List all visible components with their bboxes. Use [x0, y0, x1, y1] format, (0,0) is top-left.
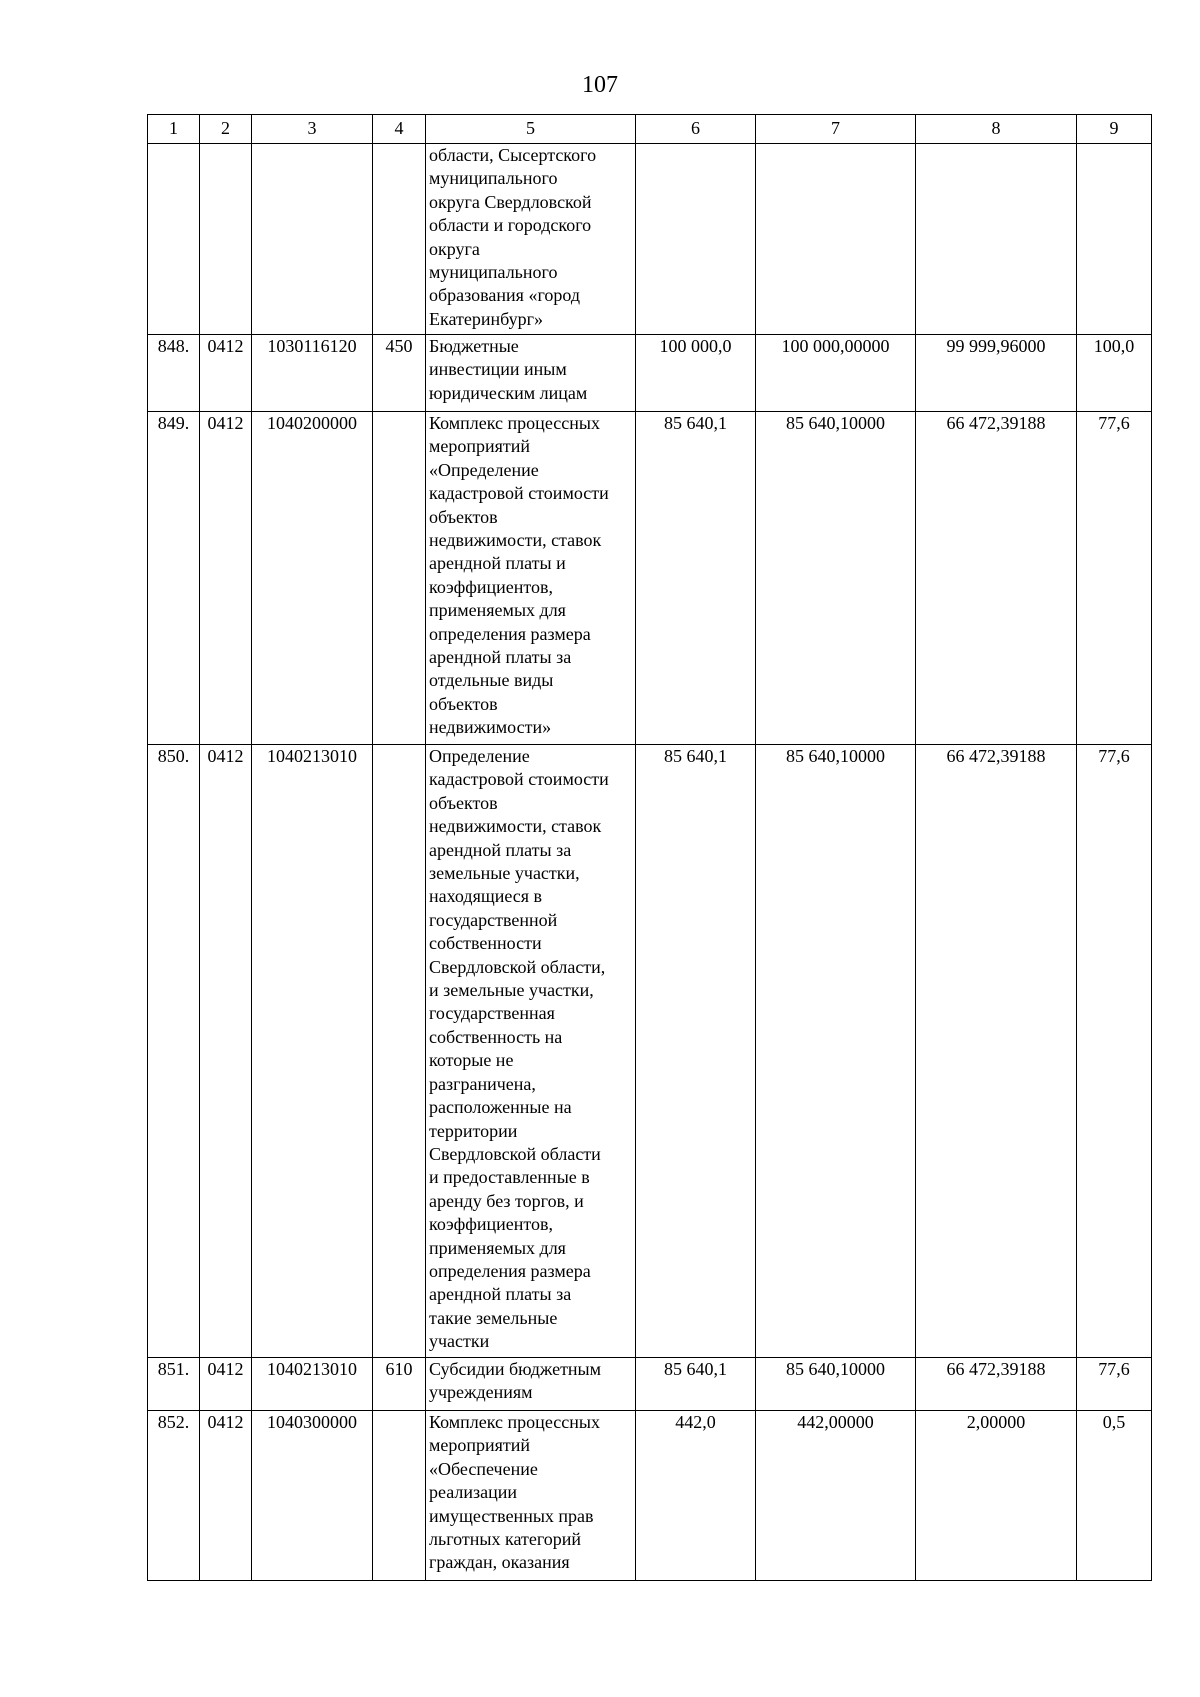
section-code: 0412 [200, 335, 252, 412]
header-row [148, 115, 1152, 144]
header-cell: 3 [252, 115, 373, 144]
target-code: 1030116120 [252, 335, 373, 412]
table-cell [426, 1411, 636, 1581]
planned-amount: 100 000,0 [636, 335, 756, 412]
header-cell: 7 [756, 115, 916, 144]
planned-amount: 442,0 [636, 1411, 756, 1581]
table-cell [756, 144, 916, 335]
header-cell: 9 [1077, 115, 1152, 144]
table-cell [426, 412, 636, 745]
item-name: Определение кадастровой стоимости объектов недвижимости, ставок арендной платы за земельные участки, находящиеся в государственной собственности Свердловской области, и земельные участки, государственная собственность на которые не разграничена, расположенные на территории Свердловской области и предоставленные в аренду без торгов, и коэффициентов, применяемых для определения размера арендной платы за такие земельные участки [429, 746, 609, 1352]
approved-amount: 442,00000 [756, 1411, 916, 1581]
table-cell [426, 144, 636, 335]
table-cell [148, 144, 200, 335]
row-number: 852. [148, 1411, 200, 1581]
target-code: 1040300000 [252, 1411, 373, 1581]
approved-amount: 85 640,10000 [756, 412, 916, 745]
page-number: 107 [582, 72, 618, 98]
planned-amount: 85 640,1 [636, 412, 756, 745]
target-code: 1040213010 [252, 1358, 373, 1411]
approved-amount: 85 640,10000 [756, 745, 916, 1358]
execution-percent: 77,6 [1077, 745, 1152, 1358]
table-cell [200, 144, 252, 335]
expense-type [373, 1411, 426, 1581]
target-code: 1040213010 [252, 745, 373, 1358]
section-code: 0412 [200, 1411, 252, 1581]
execution-percent: 100,0 [1077, 335, 1152, 412]
table-cell [252, 144, 373, 335]
table-cell [426, 1358, 636, 1411]
table-cell [426, 745, 636, 1358]
item-name: Бюджетные инвестиции иным юридическим лицам [429, 336, 588, 403]
table-cell [426, 335, 636, 412]
executed-amount: 66 472,39188 [916, 412, 1077, 745]
row-number: 850. [148, 745, 200, 1358]
header-cell: 8 [916, 115, 1077, 144]
execution-percent: 0,5 [1077, 1411, 1152, 1581]
header-cell: 1 [148, 115, 200, 144]
section-code: 0412 [200, 745, 252, 1358]
row-number: 851. [148, 1358, 200, 1411]
table-cell [1077, 144, 1152, 335]
table-cell [373, 144, 426, 335]
expense-type: 450 [373, 335, 426, 412]
approved-amount: 85 640,10000 [756, 1358, 916, 1411]
table-cell [916, 144, 1077, 335]
continuation-row [148, 144, 1152, 335]
header-cell: 2 [200, 115, 252, 144]
executed-amount: 66 472,39188 [916, 745, 1077, 1358]
section-code: 0412 [200, 412, 252, 745]
table-cell [636, 144, 756, 335]
table-row [148, 335, 1152, 412]
executed-amount: 66 472,39188 [916, 1358, 1077, 1411]
header-cell: 5 [426, 115, 636, 144]
target-code: 1040200000 [252, 412, 373, 745]
table-row [148, 412, 1152, 745]
executed-amount: 2,00000 [916, 1411, 1077, 1581]
item-name: Комплекс процессных мероприятий «Обеспечение реализации имущественных прав льготных категорий граждан, оказания [429, 1412, 600, 1573]
expense-type [373, 745, 426, 1358]
budget-table [147, 114, 1152, 1581]
table-row [148, 1411, 1152, 1581]
expense-type: 610 [373, 1358, 426, 1411]
row-number: 849. [148, 412, 200, 745]
item-name: Комплекс процессных мероприятий «Определение кадастровой стоимости объектов недвижимости, ставок арендной платы и коэффициентов, применяемых для определения размера арендной платы за отдельные виды объектов недвижимости» [429, 413, 609, 738]
approved-amount: 100 000,00000 [756, 335, 916, 412]
table-row [148, 745, 1152, 1358]
planned-amount: 85 640,1 [636, 745, 756, 1358]
section-code: 0412 [200, 1358, 252, 1411]
item-name: Субсидии бюджетным учреждениям [429, 1359, 602, 1403]
planned-amount: 85 640,1 [636, 1358, 756, 1411]
expense-type [373, 412, 426, 745]
table-row [148, 1358, 1152, 1411]
header-cell: 4 [373, 115, 426, 144]
execution-percent: 77,6 [1077, 1358, 1152, 1411]
header-cell: 6 [636, 115, 756, 144]
execution-percent: 77,6 [1077, 412, 1152, 745]
row-number: 848. [148, 335, 200, 412]
continuation-text: области, Сысертского муниципального округа Свердловской области и городского округа муниципального образования «город Екатеринбург» [429, 145, 597, 329]
executed-amount: 99 999,96000 [916, 335, 1077, 412]
